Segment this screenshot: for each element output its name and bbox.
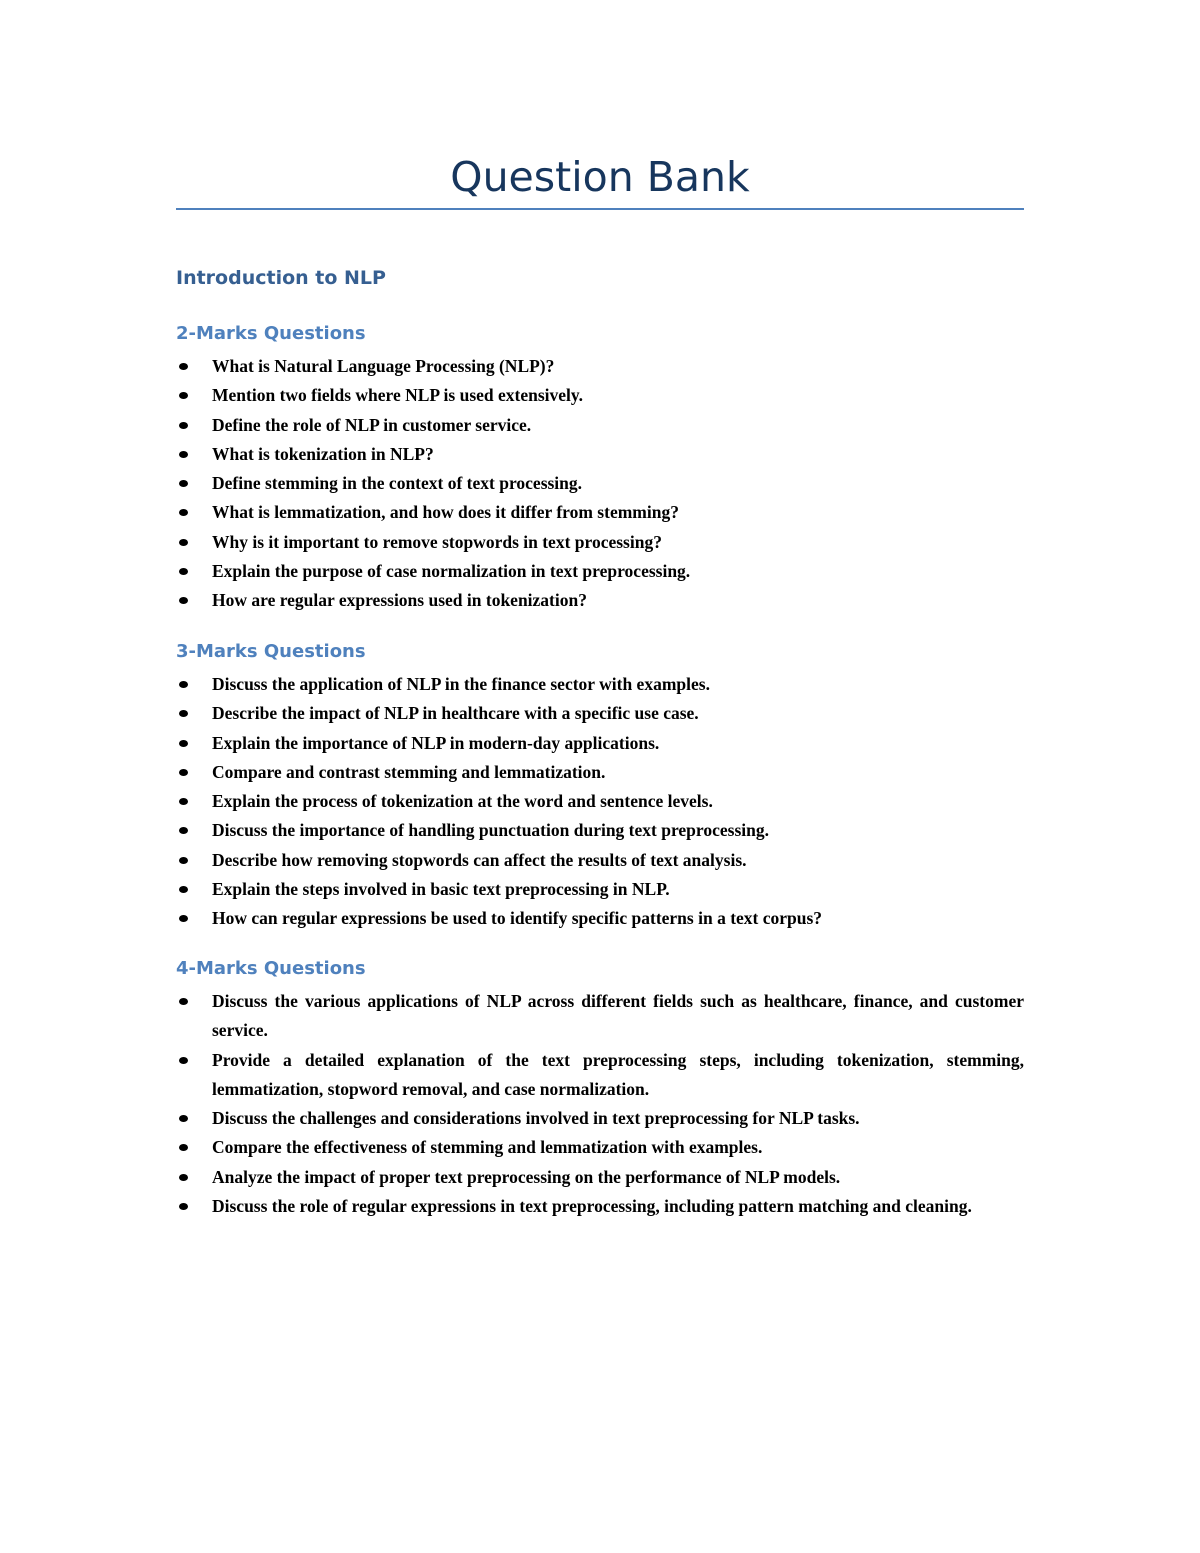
bullet-icon — [179, 769, 188, 776]
question-text: What is lemmatization, and how does it differ from stemming? — [212, 502, 679, 523]
question-item — [176, 846, 1024, 875]
bullet-icon — [179, 710, 188, 717]
question-text: Analyze the impact of proper text preprocessing on the performance of NLP models. — [212, 1166, 841, 1187]
bullet-icon — [179, 539, 188, 546]
question-item — [176, 528, 1024, 557]
bullet-icon — [179, 1174, 188, 1181]
question-item — [176, 586, 1024, 615]
question-item — [176, 1133, 1024, 1162]
title-divider — [176, 208, 1024, 210]
question-item — [176, 875, 1024, 904]
question-text: Explain the process of tokenization at the word and sentence levels. — [212, 791, 713, 812]
question-item — [176, 352, 1024, 381]
question-item — [176, 440, 1024, 469]
bullet-icon — [179, 857, 188, 864]
question-item — [176, 411, 1024, 440]
bullet-icon — [179, 827, 188, 834]
section-heading: 3-Marks Questions — [176, 641, 366, 662]
question-text: Discuss the various applications of NLP across different fields such as healthcare, finance, and customer service. — [212, 991, 1024, 1041]
section-3-marks — [176, 638, 1024, 934]
question-text: Mention two fields where NLP is used extensively. — [212, 385, 584, 406]
question-item — [176, 1104, 1024, 1133]
question-item — [176, 987, 1024, 1046]
question-item — [176, 498, 1024, 527]
question-item — [176, 787, 1024, 816]
question-text: Why is it important to remove stopwords in text processing? — [212, 531, 662, 552]
bullet-icon — [179, 568, 188, 575]
bullet-icon — [179, 422, 188, 429]
bullet-icon — [179, 509, 188, 516]
question-item — [176, 557, 1024, 586]
bullet-icon — [179, 363, 188, 370]
bullet-icon — [179, 681, 188, 688]
bullet-icon — [179, 915, 188, 922]
question-item — [176, 1192, 1024, 1221]
question-item — [176, 758, 1024, 787]
bullet-icon — [179, 480, 188, 487]
question-item — [176, 1163, 1024, 1192]
question-text: How can regular expressions be used to identify specific patterns in a text corpus? — [212, 908, 823, 929]
question-text: How are regular expressions used in tokenization? — [212, 590, 587, 611]
question-text: Explain the purpose of case normalization in text preprocessing. — [212, 561, 691, 582]
bullet-icon — [179, 886, 188, 893]
question-item — [176, 904, 1024, 933]
question-text: What is Natural Language Processing (NLP)? — [212, 356, 555, 376]
question-item — [176, 1046, 1024, 1105]
question-text: Describe the impact of NLP in healthcare with a specific use case. — [212, 703, 699, 724]
question-text: Provide a detailed explanation of the text preprocessing steps, including tokenization, stemming, lemmatization, stopword removal, and case normalization. — [212, 1049, 1024, 1099]
bullet-icon — [179, 998, 188, 1005]
question-item — [176, 670, 1024, 699]
bullet-icon — [179, 597, 188, 604]
question-text: Define the role of NLP in customer service. — [212, 414, 532, 435]
section-heading: 4-Marks Questions — [176, 958, 366, 979]
question-list — [176, 670, 1024, 934]
section-2-marks — [176, 320, 1024, 616]
question-text: Discuss the application of NLP in the finance sector with examples. — [212, 674, 710, 694]
question-text: What is tokenization in NLP? — [212, 443, 434, 464]
document-title: Question Bank — [450, 153, 750, 201]
question-list — [176, 987, 1024, 1221]
question-text: Describe how removing stopwords can affect the results of text analysis. — [212, 849, 747, 870]
question-text: Discuss the challenges and considerations involved in text preprocessing for NLP tasks. — [212, 1108, 860, 1129]
question-item — [176, 699, 1024, 728]
bullet-icon — [179, 740, 188, 747]
question-text: Discuss the importance of handling punctuation during text preprocessing. — [212, 820, 769, 841]
question-item — [176, 469, 1024, 498]
question-item — [176, 816, 1024, 845]
bullet-icon — [179, 1057, 188, 1064]
section-heading: 2-Marks Questions — [176, 323, 366, 344]
chapter-heading: Introduction to NLP — [176, 267, 386, 289]
bullet-icon — [179, 798, 188, 805]
question-text: Compare and contrast stemming and lemmatization. — [212, 761, 606, 782]
section-4-marks — [176, 955, 1024, 1221]
question-text: Define stemming in the context of text processing. — [212, 473, 583, 494]
question-list — [176, 352, 1024, 616]
question-text: Explain the steps involved in basic text preprocessing in NLP. — [212, 879, 670, 900]
bullet-icon — [179, 451, 188, 458]
question-text: Explain the importance of NLP in modern-day applications. — [212, 732, 660, 753]
bullet-icon — [179, 1115, 188, 1122]
question-text: Discuss the role of regular expressions in text preprocessing, including pattern matching and cleaning. — [212, 1196, 972, 1217]
question-item — [176, 381, 1024, 410]
bullet-icon — [179, 1203, 188, 1210]
question-text: Compare the effectiveness of stemming and lemmatization with examples. — [212, 1137, 763, 1158]
bullet-icon — [179, 1144, 188, 1151]
bullet-icon — [179, 392, 188, 399]
question-item — [176, 729, 1024, 758]
